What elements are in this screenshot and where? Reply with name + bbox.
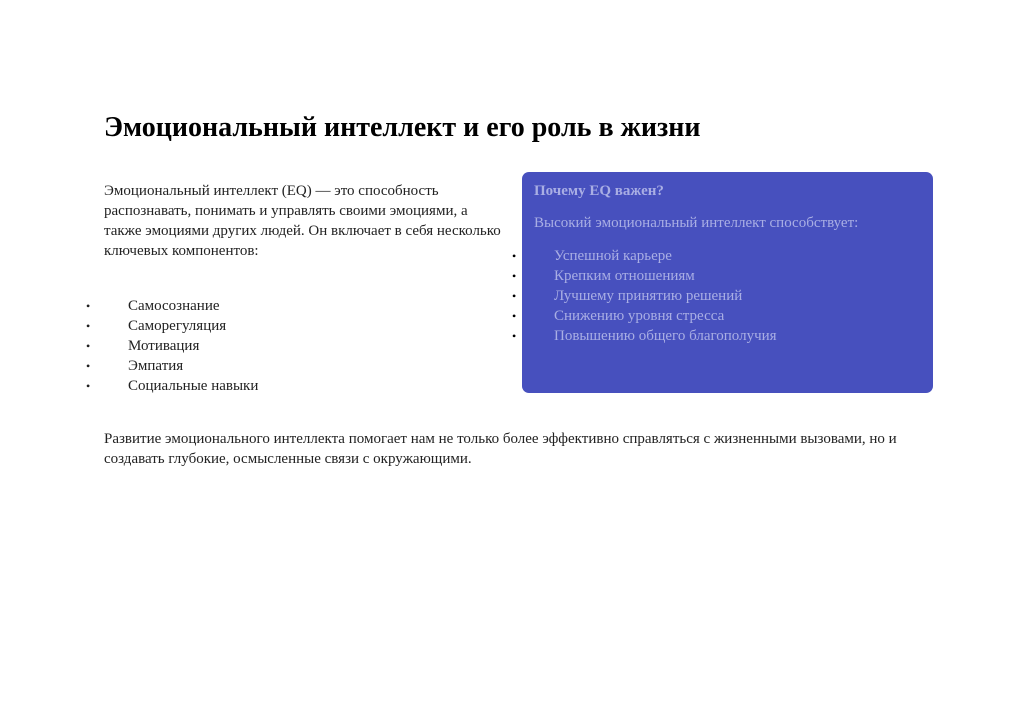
- conclusion-paragraph: Развитие эмоционального интеллекта помогает нам не только более эффективно справляться с жизненными вызовами, но и создавать глубокие, осмысленные связи с окружающими.: [104, 431, 897, 467]
- bullet-icon: •: [86, 359, 91, 373]
- bullet-icon: •: [512, 249, 517, 263]
- benefit-label: Успешной карьере: [554, 248, 672, 264]
- bullet-icon: •: [86, 379, 91, 393]
- benefit-label: Крепким отношениям: [554, 268, 695, 284]
- intro-paragraph: Эмоциональный интеллект (EQ) — это способность распознавать, понимать и управлять своими эмоциями, а также эмоциями других людей. Он включает в себя несколько ключевых компонентов:: [104, 183, 501, 259]
- component-label: Самосознание: [128, 298, 220, 314]
- callout-title: Почему EQ важен?: [534, 183, 664, 199]
- bullet-icon: •: [86, 319, 91, 333]
- benefit-label: Повышению общего благополучия: [554, 328, 777, 344]
- bullet-icon: •: [86, 339, 91, 353]
- callout-lead: Высокий эмоциональный интеллект способствует:: [534, 215, 859, 231]
- bullet-icon: •: [512, 329, 517, 343]
- component-label: Эмпатия: [128, 358, 184, 374]
- bullet-icon: •: [512, 289, 517, 303]
- benefit-label: Лучшему принятию решений: [554, 288, 743, 304]
- bullet-icon: •: [512, 309, 517, 323]
- component-label: Социальные навыки: [128, 378, 259, 394]
- bullet-icon: •: [512, 269, 517, 283]
- benefit-label: Снижению уровня стресса: [554, 308, 725, 324]
- component-label: Саморегуляция: [128, 318, 227, 334]
- bullet-icon: •: [86, 299, 91, 313]
- page-title: Эмоциональный интеллект и его роль в жизни: [104, 112, 701, 143]
- component-label: Мотивация: [128, 338, 200, 354]
